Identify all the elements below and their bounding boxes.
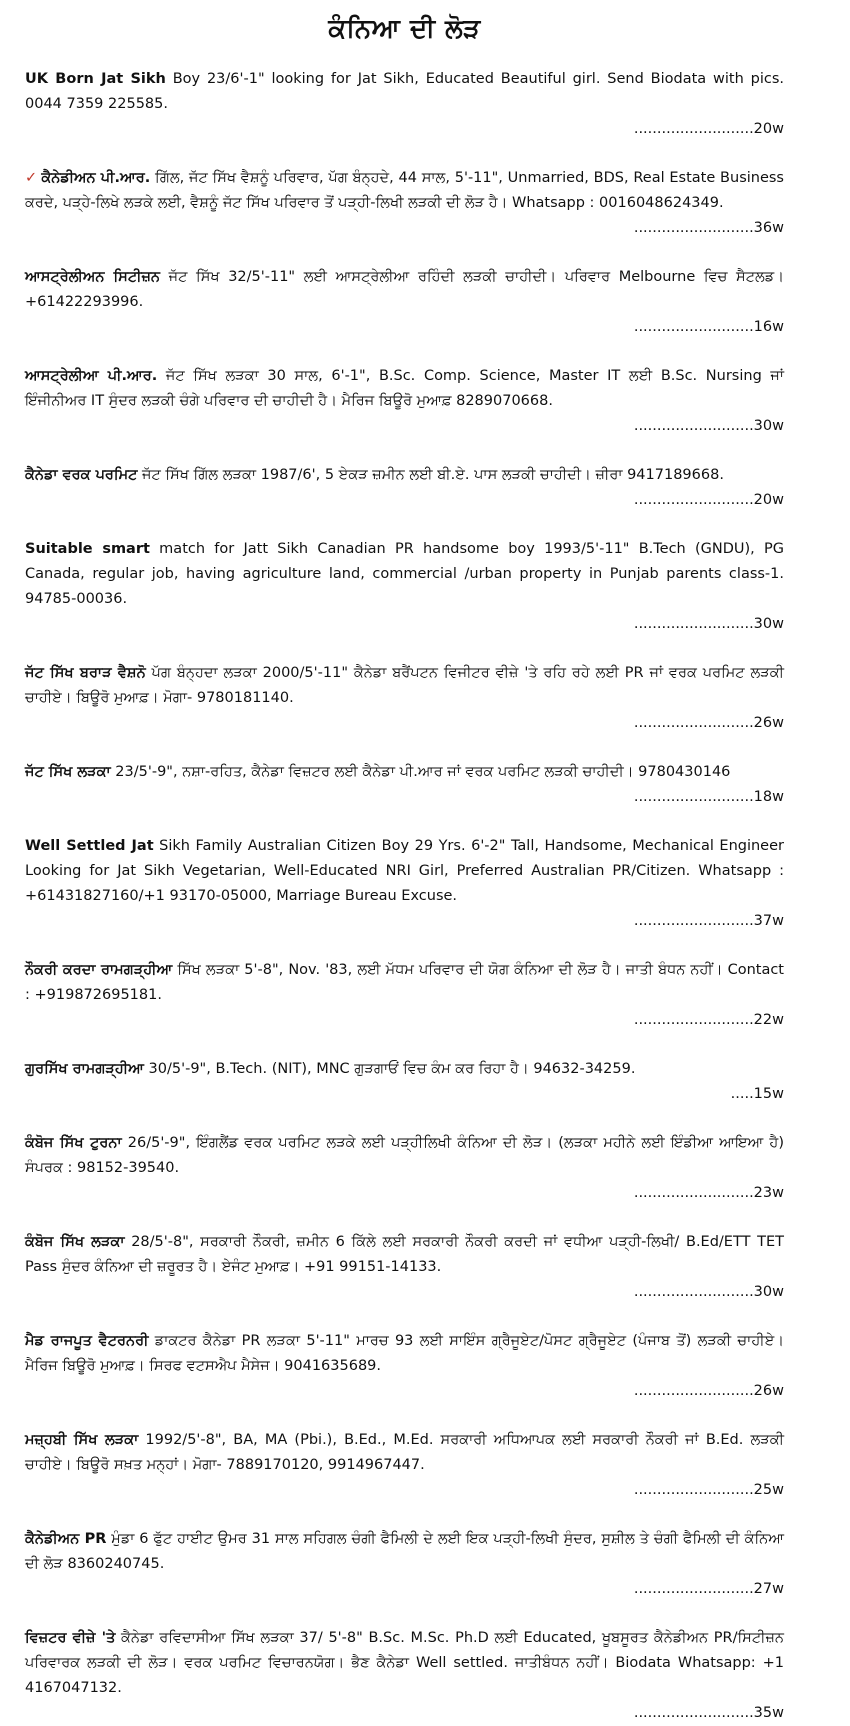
- ad-text: Boy 23/6'-1" looking for Jat Sikh, Educated Beautiful girl. Send Biodata with pics. 0044 7359 225585.: [25, 71, 784, 112]
- ad-text: ਸਿੱਖ ਲੜਕਾ 5'-8", Nov. '83, ਲਈ ਮੱਧਮ ਪਰਿਵਾਰ ਦੀ ਯੋਗ ਕੰਨਿਆ ਦੀ ਲੋੜ ਹੈ। ਜਾਤੀ ਬੰਧਨ ਨਹੀਂ। Contact : +919872695181.: [25, 962, 784, 1003]
- ad-word-count: ..........................37w: [633, 913, 784, 929]
- ad-text: ਜੱਟ ਸਿੱਖ ਲੜਕਾ 30 ਸਾਲ, 6'-1", B.Sc. Comp. Science, Master IT ਲਈ B.Sc. Nursing ਜਾਂ ਇੰਜੀਨੀਅਰ IT ਸੁੰਦਰ ਲੜਕੀ ਚੰਗੇ ਪਰਿਵਾਰ ਦੀ ਚਾਹੀਦੀ ਹੈ। ਮੈਰਿਜ ਬਿਊਰੋ ਮੁਆਫ਼ 8289070668.: [25, 368, 784, 409]
- ad-lead: ਆਸਟ੍ਰੇਲੀਅਨ ਸਿਟੀਜ਼ਨ: [25, 269, 160, 285]
- ad-text: Sikh Family Australian Citizen Boy 29 Yrs. 6'-2" Tall, Handsome, Mechanical Engineer Looking for Jat Sikh Vegetarian, Well-Educated NRI Girl, Preferred Australian PR/Citizen. Whatsapp : +61431827160/+1 93170-05000, Marriage Bureau Excuse.: [25, 838, 784, 904]
- ad-body: [25, 1057, 784, 1082]
- ad-lead: ਕੈਨੇਡੀਅਨ PR: [25, 1531, 107, 1547]
- ad-body: [25, 661, 784, 711]
- ad-text: 28/5'-8", ਸਰਕਾਰੀ ਨੌਕਰੀ, ਜ਼ਮੀਨ 6 ਕਿੱਲੇ ਲਈ ਸਰਕਾਰੀ ਨੌਕਰੀ ਕਰਦੀ ਜਾਂ ਵਧੀਆ ਪੜ੍ਹੀ-ਲਿਖੀ/ B.Ed/ETT TET Pass ਸੁੰਦਰ ਕੰਨਿਆ ਦੀ ਜ਼ਰੂਰਤ ਹੈ। ਏਜੰਟ ਮੁਆਫ਼। +91 99151-14133.: [25, 1234, 784, 1275]
- ad-word-count: ..........................27w: [633, 1581, 784, 1597]
- ad-word-count: ..........................20w: [633, 492, 784, 508]
- classified-ad: [25, 364, 784, 439]
- ad-word-count: ..........................30w: [633, 616, 784, 632]
- ad-lead: Well Settled Jat: [25, 838, 154, 854]
- ad-body: [25, 958, 784, 1008]
- ad-text: ਮੁੰਡਾ 6 ਫੁੱਟ ਹਾਈਟ ਉਮਰ 31 ਸਾਲ ਸਹਿਗਲ ਚੰਗੀ ਫੈਮਿਲੀ ਦੇ ਲਈ ਇਕ ਪੜ੍ਹੀ-ਲਿਖੀ ਸੁੰਦਰ, ਸੁਸ਼ੀਲ ਤੇ ਚੰਗੀ ਫੈਮਿਲੀ ਦੀ ਕੰਨਿਆ ਦੀ ਲੋੜ 8360240745.: [25, 1531, 784, 1572]
- ad-body: [25, 1626, 784, 1701]
- ad-text: 23/5'-9", ਨਸ਼ਾ-ਰਹਿਤ, ਕੈਨੇਡਾ ਵਿਜ਼ਟਰ ਲਈ ਕੈਨੇਡਾ ਪੀ.ਆਰ ਜਾਂ ਵਰਕ ਪਰਮਿਟ ਲੜਕੀ ਚਾਹੀਦੀ। 9780430146: [110, 764, 731, 780]
- ad-word-count: ..........................30w: [633, 1284, 784, 1300]
- ad-lead: ਮਜ਼੍ਹਬੀ ਸਿੱਖ ਲੜਕਾ: [25, 1432, 139, 1448]
- classified-ad: [25, 265, 784, 340]
- ad-lead: ਕੰਬੋਜ ਸਿੱਖ ਲੜਕਾ: [25, 1234, 125, 1250]
- ad-word-count: ..........................16w: [633, 319, 784, 335]
- classified-ad: [25, 1057, 784, 1107]
- ad-text: ਜੱਟ ਸਿੱਖ 32/5'-11" ਲਈ ਆਸਟ੍ਰੇਲੀਆ ਰਹਿੰਦੀ ਲੜਕੀ ਚਾਹੀਦੀ। ਪਰਿਵਾਰ Melbourne ਵਿਚ ਸੈਟਲਡ। +61422293996.: [25, 269, 784, 310]
- check-mark-icon: ✓: [25, 170, 38, 186]
- classified-ad: [25, 661, 784, 736]
- ad-word-count: ..........................30w: [633, 418, 784, 434]
- ad-body: [25, 166, 784, 216]
- classified-ad: [25, 537, 784, 637]
- ad-text: match for Jatt Sikh Canadian PR handsome boy 1993/5'-11" B.Tech (GNDU), PG Canada, regular job, having agriculture land, commercial /urban property in Punjab parents class-1. 94785-00036.: [25, 541, 784, 607]
- ad-body: [25, 1131, 784, 1181]
- ad-text: 1992/5'-8", BA, MA (Pbi.), B.Ed., M.Ed. ਸਰਕਾਰੀ ਅਧਿਆਪਕ ਲਈ ਸਰਕਾਰੀ ਨੌਕਰੀ ਜਾਂ B.Ed. ਲੜਕੀ ਚਾਹੀਏ। ਬਿਊਰੋ ਸਖ਼ਤ ਮਨ੍ਹਾਂ। ਮੋਗਾ- 7889170120, 9914967447.: [25, 1432, 785, 1473]
- ad-text: ਕੈਨੇਡਾ ਰਵਿਦਾਸੀਆ ਸਿੱਖ ਲੜਕਾ 37/ 5'-8" B.Sc. M.Sc. Ph.D ਲਈ Educated, ਖੂਬਸੂਰਤ ਕੈਨੇਡੀਅਨ PR/ਸਿਟੀਜ਼ਨ ਪਰਿਵਾਰਕ ਲੜਕੀ ਦੀ ਲੋੜ। ਵਰਕ ਪਰਮਿਟ ਵਿਚਾਰਨਯੋਗ। ਭੈਣ ਕੈਨੇਡਾ Well settled. ਜਾਤੀਬੰਧਨ ਨਹੀਂ। Biodata Whatsapp: +1 4167047132.: [25, 1630, 784, 1696]
- ad-body: [25, 67, 784, 117]
- ad-body: [25, 463, 784, 488]
- ad-lead: ਕੈਨੇਡਾ ਵਰਕ ਪਰਮਿਟ: [25, 467, 138, 483]
- classified-ad: [25, 67, 784, 142]
- ad-lead: ਨੌਕਰੀ ਕਰਦਾ ਰਾਮਗੜ੍ਹੀਆ: [25, 962, 173, 978]
- ad-body: [25, 537, 784, 612]
- ad-lead: ਵਿਜ਼ਟਰ ਵੀਜ਼ੇ 'ਤੇ: [25, 1630, 116, 1646]
- ad-word-count: ..........................35w: [633, 1705, 784, 1721]
- ad-lead: ਆਸਟ੍ਰੇਲੀਆ ਪੀ.ਆਰ.: [25, 368, 158, 384]
- ad-lead: ਜੱਟ ਸਿੱਖ ਬਰਾੜ ਵੈਸ਼ਨੋ: [25, 665, 146, 681]
- ad-text: 26/5'-9", ਇੰਗਲੈਂਡ ਵਰਕ ਪਰਮਿਟ ਲੜਕੇ ਲਈ ਪੜ੍ਹੀਲਿਖੀ ਕੰਨਿਆ ਦੀ ਲੋੜ। (ਲੜਕਾ ਮਹੀਨੇ ਲਈ ਇੰਡੀਆ ਆਇਆ ਹੈ) ਸੰਪਰਕ : 98152-39540.: [25, 1135, 784, 1176]
- ad-text: ਡਾਕਟਰ ਕੈਨੇਡਾ PR ਲੜਕਾ 5'-11" ਮਾਰਚ 93 ਲਈ ਸਾਇੰਸ ਗ੍ਰੈਜੂਏਟ/ਪੋਸਟ ਗ੍ਰੈਜੂਏਟ (ਪੰਜਾਬ ਤੋਂ) ਲੜਕੀ ਚਾਹੀਏ। ਮੈਰਿਜ ਬਿਊਰੋ ਮੁਆਫ਼। ਸਿਰਫ ਵਟਸਐਪ ਮੈਸੇਜ। 9041635689.: [25, 1333, 785, 1374]
- ad-text: 30/5'-9", B.Tech. (NIT), MNC ਗੁੜਗਾਓਂ ਵਿਚ ਕੰਮ ਕਰ ਰਿਹਾ ਹੈ। 94632-34259.: [143, 1061, 636, 1077]
- ad-word-count: ..........................18w: [633, 789, 784, 805]
- ad-word-count: ..........................22w: [633, 1012, 784, 1028]
- ad-lead: ਕੈਨੇਡੀਅਨ ਪੀ.ਆਰ.: [41, 170, 151, 186]
- ad-word-count: ..........................23w: [633, 1185, 784, 1201]
- classified-ad: [25, 1230, 784, 1305]
- ad-lead: ਮੈਡ ਰਾਜਪੂਤ ਵੈਟਰਨਰੀ: [25, 1333, 149, 1349]
- ad-text: ਪੱਗ ਬੰਨ੍ਹਦਾ ਲੜਕਾ 2000/5'-11" ਕੈਨੇਡਾ ਬਰੈਂਪਟਨ ਵਿਜੀਟਰ ਵੀਜ਼ੇ 'ਤੇ ਰਹਿ ਰਹੇ ਲਈ PR ਜਾਂ ਵਰਕ ਪਰਮਿਟ ਲੜਕੀ ਚਾਹੀਏ। ਬਿਊਰੋ ਮੁਆਫ਼। ਮੋਗਾ- 9780181140.: [25, 665, 784, 706]
- ad-body: [25, 834, 784, 909]
- ad-lead: ਕੰਬੋਜ ਸਿੱਖ ਟੁਰਨਾ: [25, 1135, 122, 1151]
- ad-lead: ਗੁਰਸਿੱਖ ਰਾਮਗੜ੍ਹੀਆ: [25, 1061, 144, 1077]
- ad-body: [25, 1329, 784, 1379]
- ad-word-count: ..........................36w: [633, 220, 784, 236]
- ad-word-count: ..........................26w: [633, 715, 784, 731]
- ad-lead: ਜੱਟ ਸਿੱਖ ਲੜਕਾ: [25, 764, 111, 780]
- ad-text: ਜੱਟ ਸਿੱਖ ਗਿੱਲ ਲੜਕਾ 1987/6', 5 ਏਕੜ ਜ਼ਮੀਨ ਲਈ ਬੀ.ਏ. ਪਾਸ ਲੜਕੀ ਚਾਹੀਦੀ। ਜ਼ੀਰਾ 9417189668.: [137, 467, 724, 483]
- classified-ad: [25, 958, 784, 1033]
- classified-ad: [25, 834, 784, 934]
- ads-list: [25, 67, 784, 1726]
- ad-body: [25, 364, 784, 414]
- ad-word-count: .....15w: [730, 1086, 784, 1102]
- classified-ad: [25, 1626, 784, 1726]
- ad-text: ਗਿੱਲ, ਜੱਟ ਸਿੱਖ ਵੈਸ਼ਨੂੰ ਪਰਿਵਾਰ, ਪੱਗ ਬੰਨ੍ਹਦੇ, 44 ਸਾਲ, 5'-11", Unmarried, BDS, Real Estate Business ਕਰਦੇ, ਪੜ੍ਹੇ-ਲਿਖੇ ਲੜਕੇ ਲਈ, ਵੈਸ਼ਨੂੰ ਜੱਟ ਸਿੱਖ ਪਰਿਵਾਰ ਤੋਂ ਪੜ੍ਹੀ-ਲਿਖੀ ਲੜਕੀ ਦੀ ਲੋੜ ਹੈ। Whatsapp : 0016048624349.: [25, 170, 784, 211]
- ad-lead: UK Born Jat Sikh: [25, 71, 166, 87]
- ad-body: [25, 1428, 784, 1478]
- ad-body: [25, 760, 784, 785]
- ad-body: [25, 265, 784, 315]
- classified-ad: [25, 1329, 784, 1404]
- classified-ad: [25, 1428, 784, 1503]
- classified-ad: [25, 463, 784, 513]
- ad-word-count: ..........................25w: [633, 1482, 784, 1498]
- classified-ad: [25, 1527, 784, 1602]
- classified-ad: [25, 166, 784, 241]
- ad-body: [25, 1230, 784, 1280]
- ad-word-count: ..........................20w: [633, 121, 784, 137]
- page-title: ਕੰਨਿਆ ਦੀ ਲੋੜ: [328, 14, 481, 44]
- ad-word-count: ..........................26w: [633, 1383, 784, 1399]
- classified-ad: [25, 1131, 784, 1206]
- classified-ad: [25, 760, 784, 810]
- ad-body: [25, 1527, 784, 1577]
- ad-lead: Suitable smart: [25, 541, 150, 557]
